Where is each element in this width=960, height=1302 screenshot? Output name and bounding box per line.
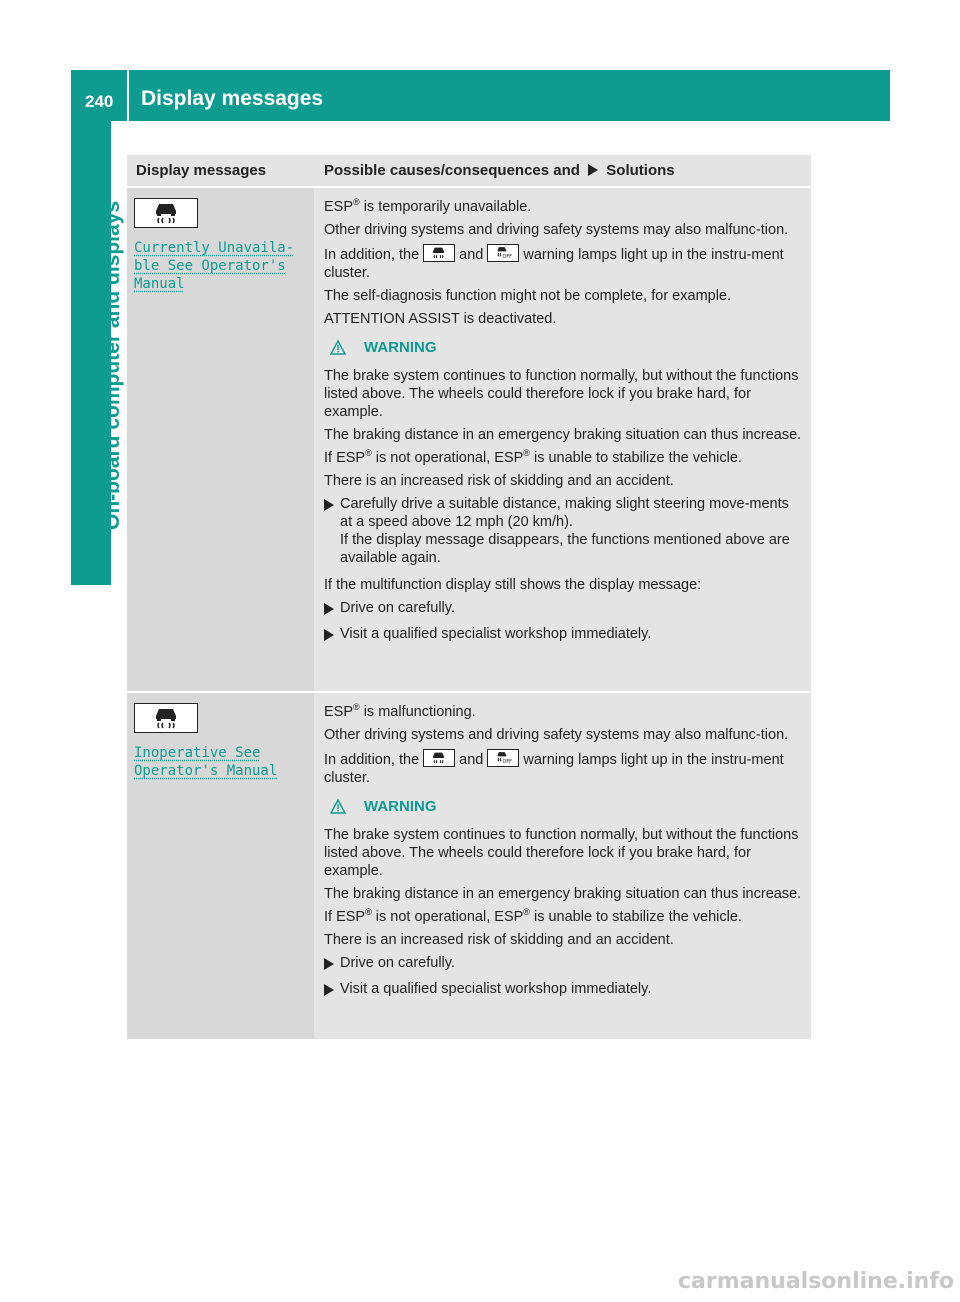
registered-mark: ® [365,448,372,459]
esp-skid-car-icon [423,244,455,262]
registered-mark: ® [523,907,530,918]
list-item [324,625,803,646]
esp-term: ESP [324,704,354,720]
table-row [127,188,811,693]
text-span: is malfunctioning. [363,704,476,720]
registered-mark: ® [523,448,530,459]
svg-text:OFF: OFF [502,253,513,260]
esp-skid-car-icon [423,749,455,767]
text-span: If ESP [324,909,366,925]
warning-label: WARNING [364,339,437,356]
text-span: is temporarily unavailable. [363,199,532,215]
bullet-text: Carefully drive a suitable distance, making slight steering move-ments at a speed above 12 mph (20 km/h). [340,496,789,530]
text-line [324,749,803,787]
display-message-cell [127,188,314,691]
text-span: is not operational, ESP [375,450,524,466]
registered-mark: ® [365,907,372,918]
list-item [324,954,803,975]
bullet-text: Drive on carefully. [340,955,455,971]
bullet-text: Visit a qualified specialist workshop immediately. [340,626,652,642]
text-line: The braking distance in an emergency braking situation can thus increase. [324,427,802,443]
warning-triangle-icon [330,340,346,355]
triangle-arrow-icon [324,958,334,970]
text-line: If the multifunction display still shows the display message: [324,577,702,593]
col-header-causes-label: Possible causes/consequences and [324,162,580,179]
svg-text:OFF: OFF [502,758,513,765]
col-header-display-messages: Display messages [136,162,267,179]
registered-mark: ® [353,702,360,713]
esp-skid-car-icon [134,198,198,228]
text-span: If ESP [324,450,366,466]
text-line [324,198,803,216]
list-item [324,599,803,620]
side-tab-label: On-board computer and displays [101,200,124,530]
triangle-arrow-icon [324,499,334,511]
page-number: 240 [85,92,114,111]
causes-cell [314,188,811,691]
warning-heading [330,339,803,356]
col-header-solutions-label: Solutions [606,162,675,179]
display-message-cell [127,693,314,1039]
watermark: carmanualsonline.info [678,1269,954,1294]
bullet-subtext: If the display message disappears, the functions mentioned above are available again. [340,532,790,566]
bullet-text: Visit a qualified specialist workshop immediately. [340,981,652,997]
page-title: Display messages [141,87,324,110]
text-line [324,449,803,467]
causes-cell [314,693,811,1039]
text-line: Other driving systems and driving safety systems may also malfunc-tion. [324,727,789,743]
col-header-causes [314,155,811,186]
triangle-arrow-icon [324,629,334,641]
esp-off-icon [487,244,519,262]
text-line [324,908,803,926]
text-line: The brake system continues to function normally, but without the functions listed above. The wheels could therefore lock if you brake hard, for example. [324,827,799,879]
table-header [127,155,811,188]
text-line: The brake system continues to function normally, but without the functions listed above. The wheels could therefore lock if you brake hard, for example. [324,368,799,420]
text-span: warning lamps light up in the instru-ment cluster. [324,247,784,281]
messages-table [127,155,811,1041]
text-line: The self-diagnosis function might not be complete, for example. [324,288,732,304]
warning-triangle-icon [330,799,346,814]
text-line: The braking distance in an emergency braking situation can thus increase. [324,886,802,902]
text-span: warning lamps light up in the instru-ment cluster. [324,752,784,786]
text-line: ATTENTION ASSIST is deactivated. [324,311,557,327]
text-span: is unable to stabilize the vehicle. [533,450,742,466]
header-divider [127,70,129,121]
bullet-text: Drive on carefully. [340,600,455,616]
text-line [324,244,803,282]
warning-label: WARNING [364,798,437,815]
triangle-arrow-icon [324,603,334,615]
list-item [324,980,803,1001]
text-line: There is an increased risk of skidding and an accident. [324,932,674,948]
text-span: and [459,752,484,768]
text-line: There is an increased risk of skidding and an accident. [324,473,674,489]
text-line [324,703,803,721]
display-message-text: Inoperative See Operator's Manual [134,745,278,779]
text-span: is not operational, ESP [375,909,524,925]
esp-term: ESP [324,199,354,215]
text-span: In addition, the [324,247,420,263]
text-line: Other driving systems and driving safety systems may also malfunc-tion. [324,222,789,238]
registered-mark: ® [353,197,360,208]
list-item [324,495,803,567]
triangle-arrow-icon [324,984,334,996]
esp-skid-car-icon [134,703,198,733]
esp-off-icon [487,749,519,767]
table-row [127,693,811,1041]
display-message-text: Currently Unavaila- ble See Operator's Manual [134,240,295,292]
page-header [71,70,890,121]
text-span: is unable to stabilize the vehicle. [533,909,742,925]
text-span: In addition, the [324,752,420,768]
text-span: and [459,247,484,263]
triangle-arrow-icon [587,164,599,176]
warning-heading [330,798,803,815]
